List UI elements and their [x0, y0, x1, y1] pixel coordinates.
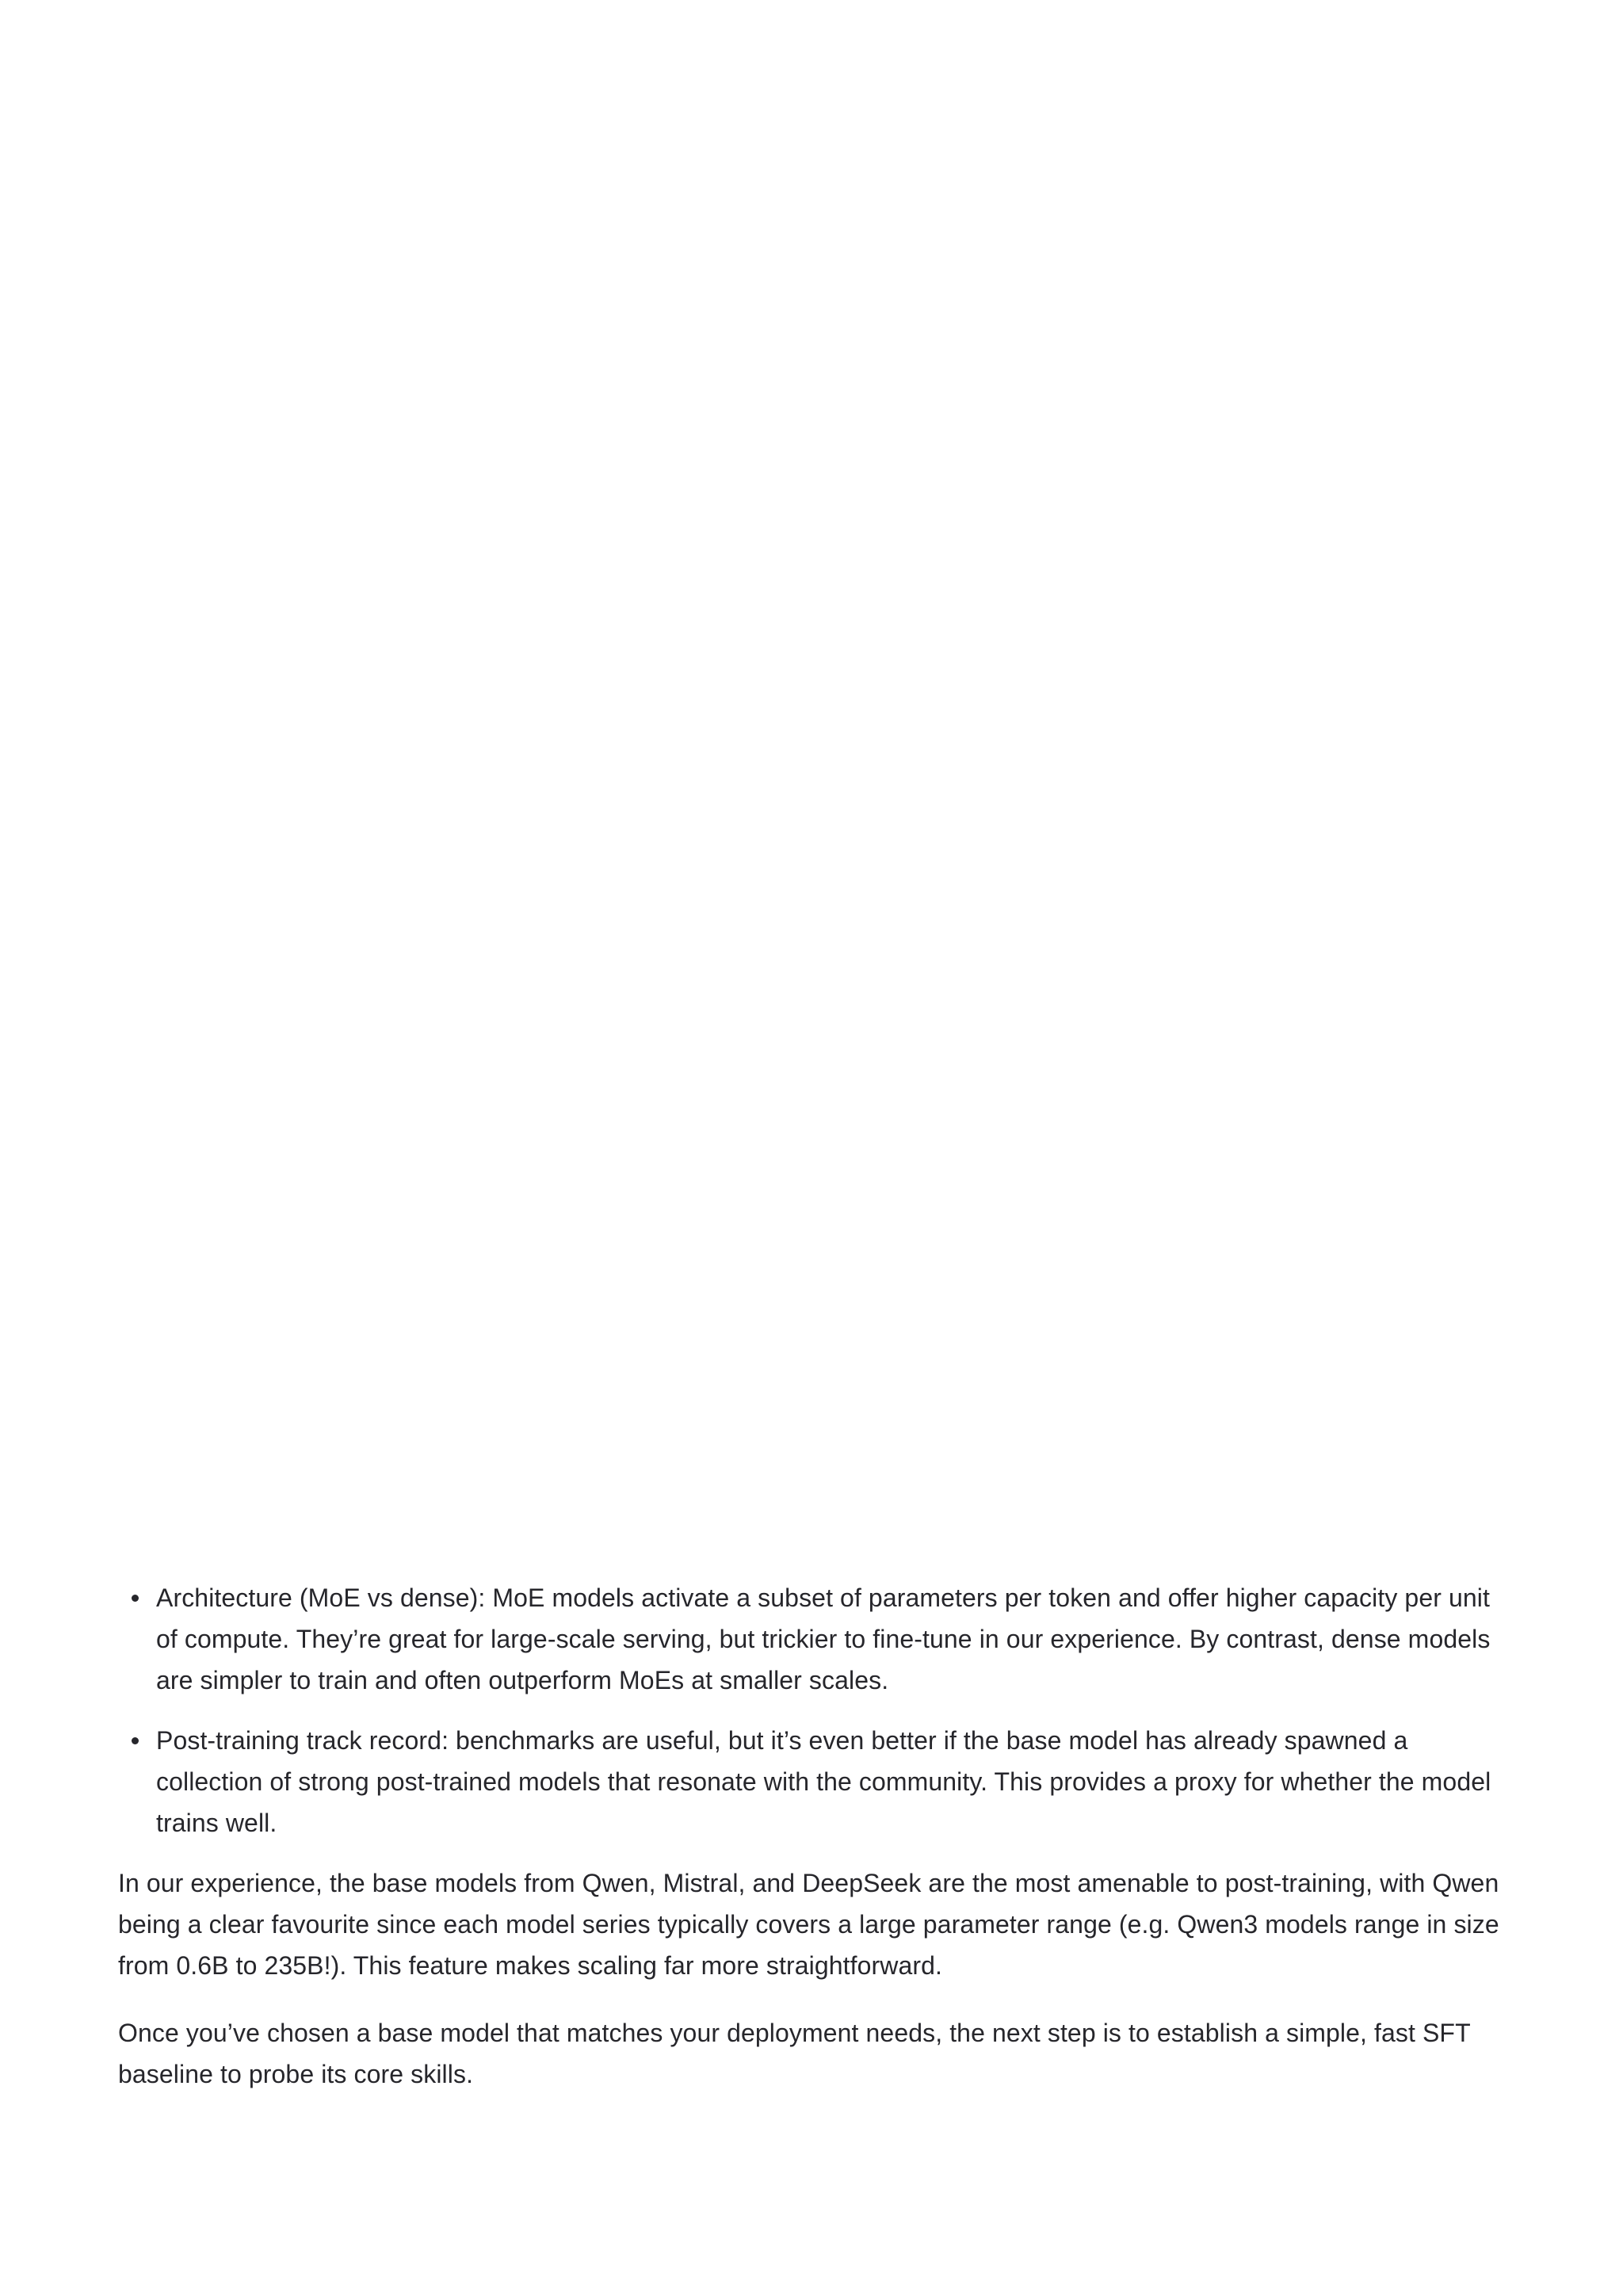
list-item-text: Architecture (MoE vs dense): MoE models activate a subset of parameters per token and offer higher capacity per unit of compute. They’re great for large-scale serving, but trickier to fine-tune in our experience. By contrast, dense models are simpler to train and often outperform MoEs at smaller scales. [156, 1584, 1491, 1694]
paragraph-base-models: In our experience, the base models from Qwen, Mistral, and DeepSeek are the most amenable to post-training, with Qwen being a clear favourite since each model series typically covers a large parameter range (e.g. Qwen3 models range in size from 0.6B to 235B!). This feature makes scaling far more straightforward. [118, 1869, 1499, 1980]
bullet-icon [132, 1737, 139, 1744]
list-item-text: Post-training track record: benchmarks are useful, but it’s even better if the base model has already spawned a collection of strong post-trained models that resonate with the community. This provides a proxy for whether the model trains well. [156, 1726, 1491, 1837]
list-item-architecture [156, 1577, 1505, 1701]
bullet-icon [132, 1595, 139, 1602]
paragraph-next-step: Once you’ve chosen a base model that matches your deployment needs, the next step is to establish a simple, fast SFT baseline to probe its core skills. [118, 2019, 1471, 2088]
document-body [118, 1577, 1505, 2121]
criteria-list [118, 1577, 1505, 1843]
list-item-post-training [156, 1720, 1505, 1843]
